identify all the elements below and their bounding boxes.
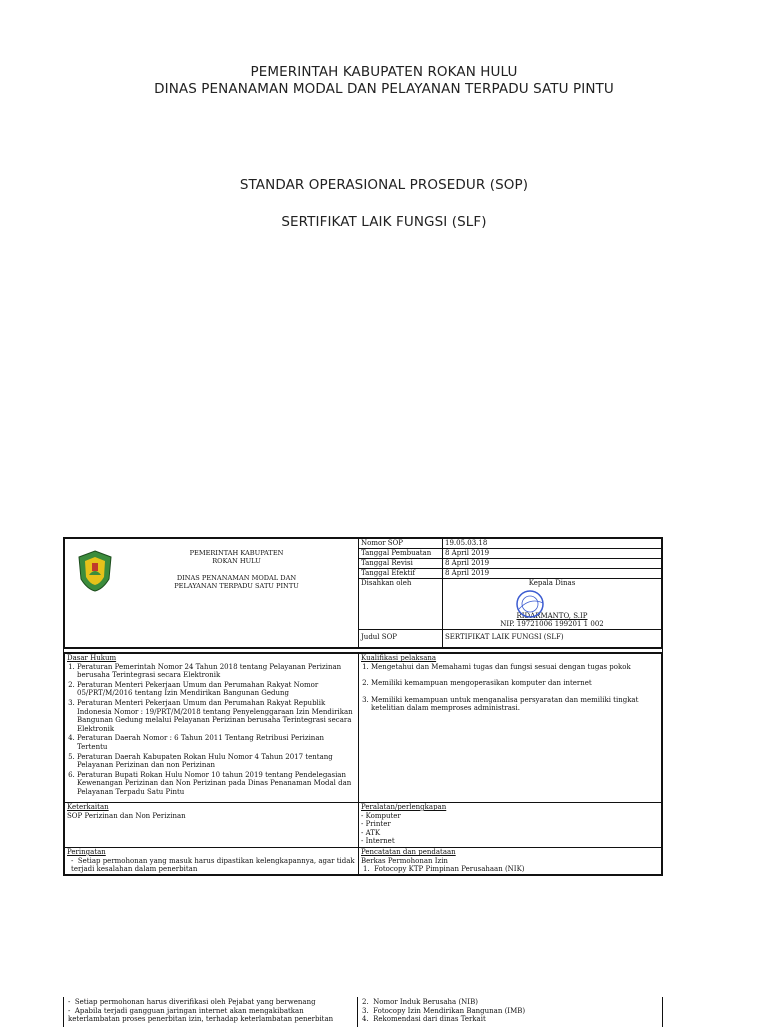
keterkaitan-text: SOP Perizinan dan Non Perizinan	[67, 811, 186, 820]
dasar-hukum-cell	[65, 654, 359, 803]
peralatan-cell	[359, 803, 662, 848]
list-item: - Printer	[361, 820, 391, 829]
dasar-hukum-head: Dasar Hukum	[67, 654, 117, 662]
dasar-hukum-list	[67, 663, 356, 797]
sop-table	[63, 537, 663, 876]
list-item: 3. Fotocopy Izin Mendirikan Bangunan (IMB)	[362, 1006, 526, 1015]
meta-label: Tanggal Revisi	[359, 559, 443, 569]
cover-line1: PEMERINTAH KABUPATEN ROKAN HULU	[250, 64, 518, 80]
approved-label: Disahkan oleh	[359, 579, 443, 630]
peringatan-head: Peringatan	[67, 848, 106, 856]
kualifikasi-list	[361, 663, 659, 713]
peringatan-cell	[65, 848, 359, 875]
list-item: - Setiap permohonan yang masuk harus dipastikan kelengkapannya, agar tidak terjadi kesalahan dalam penerbitan	[71, 856, 355, 874]
pencatatan-continued	[362, 998, 658, 1024]
list-item: 3. Memiliki kemampuan untuk menganalisa persyaratan dan memiliki tingkat ketelitian dalam memproses administrasi.	[371, 696, 659, 713]
list-item: - Apabila terjadi gangguan jaringan internet akan mengakibatkan keterlambatan proses penerbitan izin, terhadap keterlambatan penerbitan	[68, 1006, 334, 1024]
pencatatan-sub: Berkas Permohonan Izin	[361, 856, 448, 865]
pencatatan-cell	[359, 848, 662, 875]
kualifikasi-head: Kualifikasi pelaksana	[361, 654, 437, 662]
keterkaitan-head: Keterkaitan	[67, 803, 109, 811]
cover-line2: DINAS PENANAMAN MODAL DAN PELAYANAN TERPADU SATU PINTU	[154, 81, 614, 97]
list-item: 1. Mengetahui dan Memahami tugas dan fungsi sesuai dengan tugas pokok	[371, 663, 659, 672]
list-item: 6. Peraturan Bupati Rokan Hulu Nomor 10 tahun 2019 tentang Pendelegasian Kewenangan Perizinan dan Non Perizinan pada Dinas Penanaman Modal dan Pelayanan Terpadu Satu Pintu	[77, 771, 356, 797]
sop-header-table	[64, 538, 662, 648]
signature-cell	[443, 579, 662, 630]
meta-label: Tanggal Efektif	[359, 569, 443, 579]
list-item: 1. Fotocopy KTP Pimpinan Perusahaan (NIK)	[363, 865, 525, 874]
keterkaitan-cell	[65, 803, 359, 848]
list-item: 3. Peraturan Menteri Pekerjaan Umum dan Perumahan Rakyat Republik Indonesia Nomor : 19/PRT/M/2018 tentang Penyelenggaraan Izin Mendirikan Bangunan Gedung melalui Pelayanan Perizinan berusaha Terintegrasi secara Elektronik	[77, 699, 356, 733]
signer-nip: NIP. 19721006 199201 1 002	[500, 620, 604, 629]
meta-label: Tanggal Pembuatan	[359, 549, 443, 559]
peringatan-continued	[68, 998, 354, 1024]
list-item: - Internet	[361, 837, 395, 846]
list-item: - Komputer	[361, 811, 401, 820]
dept-line1: DINAS PENANAMAN MODAL DAN	[176, 574, 297, 582]
list-item: 4. Peraturan Daerah Nomor : 6 Tahun 2011 Tentang Retribusi Perizinan Tertentu	[77, 734, 356, 751]
cover-title: STANDAR OPERASIONAL PROSEDUR (SOP)	[239, 177, 529, 193]
judul-value: SERTIFIKAT LAIK FUNGSI (SLF)	[443, 630, 662, 648]
list-item: 2. Memiliki kemampuan mengoperasikan komputer dan internet	[371, 679, 659, 688]
meta-label: Nomor SOP	[359, 539, 443, 549]
list-item: 2. Nomor Induk Berusaha (NIB)	[362, 998, 478, 1006]
sop-body-table	[64, 653, 662, 875]
sop-table-continuation	[63, 997, 663, 1027]
peralatan-head: Peralatan/perlengkapan	[361, 803, 447, 811]
meta-value: 8 April 2019	[443, 549, 662, 559]
meta-value: 8 April 2019	[443, 559, 662, 569]
list-item: 4. Rekomendasi dari dinas Terkait	[362, 1015, 486, 1024]
pencatatan-head: Pencatatan dan pendataan	[361, 848, 456, 856]
official-stamp-icon	[513, 589, 547, 619]
judul-label: Judul SOP	[359, 630, 443, 648]
cover-subtitle: SERTIFIKAT LAIK FUNGSI (SLF)	[281, 214, 487, 230]
dept-line2: PELAYANAN TERPADU SATU PINTU	[174, 582, 299, 590]
list-item: 5. Peraturan Daerah Kabupaten Rokan Hulu Nomor 4 Tahun 2017 tentang Pelayanan Perizinan dan non Perizinan	[77, 753, 356, 770]
list-item: 2. Peraturan Menteri Pekerjaan Umum dan Perumahan Rakyat Nomor 05/PRT/M/2016 tentang Izin Mendirikan Bangunan Gedung	[77, 681, 356, 698]
regency-logo-icon	[75, 549, 115, 593]
list-item: - Setiap permohonan harus diverifikasi oleh Pejabat yang berwenang	[68, 998, 316, 1006]
meta-value: 8 April 2019	[443, 569, 662, 579]
agency-cell	[65, 539, 359, 648]
signer-title: Kepala Dinas	[528, 579, 576, 587]
kualifikasi-cell	[359, 654, 662, 803]
meta-value: 19.05.03.18	[443, 539, 662, 549]
list-item: 1. Peraturan Pemerintah Nomor 24 Tahun 2018 tentang Pelayanan Perizinan berusaha Terintegrasi secara Elektronik	[77, 663, 356, 680]
gov-line1: PEMERINTAH KABUPATEN	[189, 549, 284, 557]
cover-heading	[0, 64, 768, 97]
gov-line2: ROKAN HULU	[212, 557, 261, 565]
signer-name: RIDARMANTO, S.IP	[516, 611, 588, 620]
list-item: - ATK	[361, 828, 381, 837]
